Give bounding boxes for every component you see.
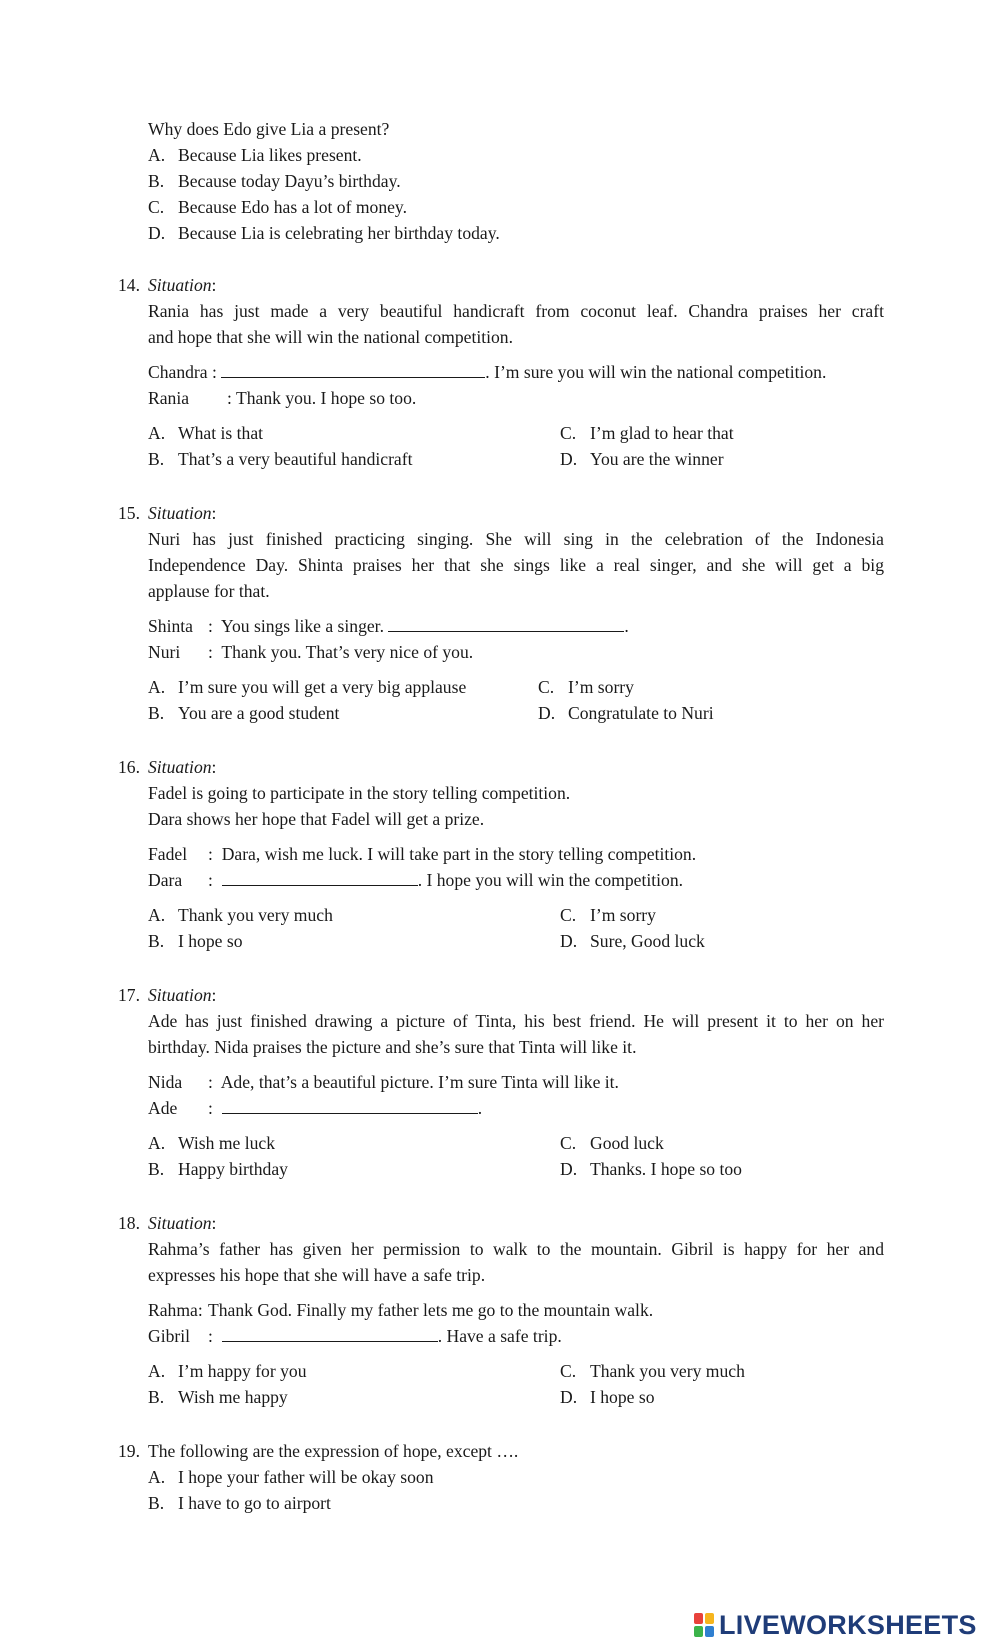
- q19-option-a: A. I hope your father will be okay soon: [148, 1467, 434, 1487]
- q18-option-a: A. I’m happy for you: [148, 1361, 307, 1381]
- q18-situation-line-1: Rahma’s father has given her permission to walk to the mountain. Gibril is happy for her and: [148, 1239, 884, 1259]
- q13-question: Why does Edo give Lia a present?: [148, 119, 390, 139]
- q14-number: 14.: [118, 275, 140, 295]
- q14-dialogue-rania: Rania : Thank you. I hope so too.: [148, 388, 417, 408]
- logo-text: LIVEWORKSHEETS: [719, 1609, 977, 1640]
- q16-situation-heading: Situation:: [148, 757, 217, 777]
- liveworksheets-logo[interactable]: [693, 1610, 977, 1640]
- q17-number: 17.: [118, 985, 140, 1005]
- answer-blank: [222, 870, 418, 886]
- q14-option-d: D. You are the winner: [560, 449, 724, 469]
- q17-option-a: A. Wish me luck: [148, 1133, 276, 1153]
- q15-option-c: C. I’m sorry: [538, 677, 634, 697]
- q18-dialogue-rahma: Rahma: Thank God. Finally my father lets me go to the mountain walk.: [148, 1300, 654, 1320]
- logo-mark-icon: [693, 1612, 715, 1638]
- answer-blank: [222, 1098, 478, 1114]
- q14-situation-heading: Situation:: [148, 275, 217, 295]
- q15-option-d: D. Congratulate to Nuri: [538, 703, 714, 723]
- q19-number: 19.: [118, 1441, 140, 1461]
- answer-blank: [222, 1326, 438, 1342]
- q19-option-b: B. I have to go to airport: [148, 1493, 331, 1513]
- q18-number: 18.: [118, 1213, 140, 1233]
- q17-situation-line-1: Ade has just finished drawing a picture of Tinta, his best friend. He will present it to her on her: [148, 1011, 884, 1031]
- q14-option-c: C. I’m glad to hear that: [560, 423, 734, 443]
- q17-option-b: B. Happy birthday: [148, 1159, 288, 1179]
- q16-situation-line-2: Dara shows her hope that Fadel will get a prize.: [148, 809, 485, 829]
- q18-dialogue-gibril: Gibril : . Have a safe trip.: [148, 1326, 562, 1346]
- q17-dialogue-nida: Nida : Ade, that’s a beautiful picture. I’m sure Tinta will like it.: [148, 1072, 619, 1092]
- q14-option-a: A. What is that: [148, 423, 264, 443]
- q16-option-d: D. Sure, Good luck: [560, 931, 705, 951]
- q14-situation-line-1: Rania has just made a very beautiful handicraft from coconut leaf. Chandra praises her craft: [148, 301, 884, 321]
- q13-option-c: C. Because Edo has a lot of money.: [148, 197, 407, 217]
- q15-option-a: A. I’m sure you will get a very big applause: [148, 677, 467, 697]
- answer-blank: [221, 362, 485, 378]
- q17-situation-heading: Situation:: [148, 985, 217, 1005]
- q15-situation-line-2: Independence Day. Shinta praises her that she sings like a real singer, and she will get a big: [148, 555, 884, 575]
- q18-situation-line-2: expresses his hope that she will have a safe trip.: [148, 1265, 486, 1285]
- q18-option-c: C. Thank you very much: [560, 1361, 745, 1381]
- q18-situation-heading: Situation:: [148, 1213, 217, 1233]
- q16-number: 16.: [118, 757, 140, 777]
- q15-dialogue-shinta: Shinta : You sings like a singer. .: [148, 616, 629, 636]
- q15-situation-line-3: applause for that.: [148, 581, 270, 601]
- q13-option-d: D. Because Lia is celebrating her birthday today.: [148, 223, 500, 243]
- q14-situation-line-2: and hope that she will win the national competition.: [148, 327, 513, 347]
- answer-blank: [388, 616, 624, 632]
- q15-dialogue-nuri: Nuri : Thank you. That’s very nice of you.: [148, 642, 474, 662]
- q18-option-d: D. I hope so: [560, 1387, 655, 1407]
- q17-dialogue-ade: Ade : .: [148, 1098, 483, 1118]
- q14-option-b: B. That’s a very beautiful handicraft: [148, 449, 413, 469]
- q15-option-b: B. You are a good student: [148, 703, 340, 723]
- q17-situation-line-2: birthday. Nida praises the picture and she’s sure that Tinta will like it.: [148, 1037, 637, 1057]
- q15-situation-line-1: Nuri has just finished practicing singing. She will sing in the celebration of the Indonesia: [148, 529, 884, 549]
- q13-option-a: A. Because Lia likes present.: [148, 145, 362, 165]
- q15-situation-heading: Situation:: [148, 503, 217, 523]
- q16-option-c: C. I’m sorry: [560, 905, 656, 925]
- q16-option-b: B. I hope so: [148, 931, 243, 951]
- q17-option-d: D. Thanks. I hope so too: [560, 1159, 742, 1179]
- q18-option-b: B. Wish me happy: [148, 1387, 288, 1407]
- q14-dialogue-chandra: Chandra : . I’m sure you will win the national competition.: [148, 362, 827, 382]
- q15-number: 15.: [118, 503, 140, 523]
- q16-dialogue-fadel: Fadel : Dara, wish me luck. I will take part in the story telling competition.: [148, 844, 697, 864]
- q13-option-b: B. Because today Dayu’s birthday.: [148, 171, 401, 191]
- q16-situation-line-1: Fadel is going to participate in the story telling competition.: [148, 783, 571, 803]
- q19-question: The following are the expression of hope, except ….: [148, 1441, 519, 1461]
- q16-option-a: A. Thank you very much: [148, 905, 333, 925]
- q16-dialogue-dara: Dara : . I hope you will win the competition.: [148, 870, 684, 890]
- q17-option-c: C. Good luck: [560, 1133, 664, 1153]
